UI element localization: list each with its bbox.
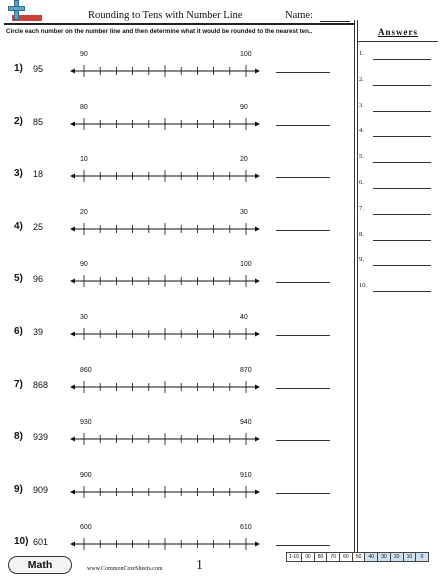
problem-value: 909 — [33, 484, 49, 495]
number-line-low-label: 900 — [80, 471, 92, 479]
answer-number: 3. — [359, 101, 364, 109]
left-arrow-icon — [70, 384, 75, 389]
number-line-low-label: 860 — [80, 366, 92, 374]
right-arrow-icon — [255, 489, 260, 494]
number-line-low-label: 30 — [80, 314, 88, 321]
problem-answer-blank[interactable] — [276, 72, 330, 73]
right-arrow-icon — [255, 332, 260, 337]
problem-row — [0, 366, 354, 413]
problem-number: 7) — [14, 378, 23, 390]
right-arrow-icon — [255, 226, 260, 231]
problem-answer-blank[interactable] — [276, 125, 330, 126]
answer-row — [359, 179, 434, 193]
number-line-high-label: 940 — [240, 419, 252, 427]
page-number: 1 — [196, 558, 203, 573]
answer-row — [359, 127, 434, 141]
number-line[interactable] — [70, 216, 260, 236]
number-line-high-label: 100 — [240, 261, 252, 269]
problem-value: 96 — [33, 274, 44, 285]
answer-number: 2. — [359, 75, 364, 83]
right-arrow-icon — [255, 174, 260, 179]
problem-number: 2) — [14, 115, 23, 127]
problem-number: 9) — [14, 483, 23, 495]
answer-row — [359, 50, 434, 64]
problem-row — [0, 314, 354, 360]
left-arrow-icon — [70, 542, 75, 547]
problem-number: 4) — [14, 220, 23, 232]
number-line-high-label: 910 — [240, 471, 252, 479]
answer-blank[interactable] — [373, 188, 431, 189]
answer-blank[interactable] — [373, 265, 431, 266]
answer-row — [359, 231, 434, 245]
problem-number: 1) — [14, 63, 23, 74]
problem-number: 3) — [14, 168, 23, 180]
problem-row — [0, 208, 354, 255]
score-cell: 10 — [404, 552, 417, 562]
subject-badge: Math — [8, 556, 72, 574]
number-line-low-label: 90 — [80, 261, 88, 269]
answers-divider — [354, 20, 355, 556]
answers-title: Answers — [378, 27, 418, 37]
worksheet-title: Rounding to Tens with Number Line — [88, 10, 243, 21]
number-line-low-label: 600 — [80, 524, 92, 532]
problem-row — [0, 103, 354, 150]
left-arrow-icon — [70, 332, 75, 337]
problem-value: 18 — [33, 169, 44, 180]
number-line[interactable] — [70, 321, 260, 341]
problem-answer-blank[interactable] — [276, 230, 330, 231]
number-line-high-label: 20 — [240, 156, 248, 164]
problem-answer-blank[interactable] — [276, 545, 330, 546]
number-line[interactable] — [70, 531, 260, 551]
number-line-low-label: 20 — [80, 208, 88, 216]
number-line[interactable] — [70, 58, 260, 78]
right-arrow-icon — [255, 279, 260, 284]
problem-value: 939 — [33, 432, 49, 443]
number-line-high-label: 30 — [240, 208, 248, 216]
name-label: Name: — [285, 10, 313, 21]
left-arrow-icon — [70, 279, 75, 284]
answer-blank[interactable] — [373, 111, 431, 112]
answer-number: 10. — [359, 282, 368, 290]
answer-number: 6. — [359, 179, 364, 186]
answer-number: 5. — [359, 153, 364, 161]
score-cell: 1-10 — [286, 552, 302, 562]
score-cell: 80 — [315, 552, 328, 562]
instructions: Circle each number on the number line and then determine what it would be rounded to the nearest ten.. — [6, 28, 313, 35]
answer-number: 1. — [359, 50, 364, 57]
answers-divider-inner — [357, 20, 358, 556]
score-cell: 0 — [416, 552, 429, 562]
problem-row — [0, 419, 354, 465]
answer-row — [359, 153, 434, 167]
answer-blank[interactable] — [373, 136, 431, 137]
score-cell: 20 — [391, 552, 404, 562]
left-arrow-icon — [70, 69, 75, 74]
left-arrow-icon — [70, 121, 75, 126]
right-arrow-icon — [255, 542, 260, 547]
left-arrow-icon — [70, 437, 75, 442]
problem-row — [0, 261, 354, 307]
number-line[interactable] — [70, 163, 260, 183]
answer-blank[interactable] — [373, 85, 431, 86]
answer-row — [359, 205, 434, 219]
problem-value: 601 — [33, 537, 49, 548]
number-line[interactable] — [70, 479, 260, 499]
answer-number: 4. — [359, 127, 364, 135]
answer-blank[interactable] — [373, 291, 431, 292]
number-line[interactable] — [70, 111, 260, 131]
left-arrow-icon — [70, 226, 75, 231]
answer-number: 7. — [359, 204, 364, 212]
problem-number: 10) — [14, 536, 29, 548]
score-cell: 50 — [353, 552, 366, 562]
problem-value: 85 — [33, 116, 44, 127]
problem-row — [0, 471, 354, 518]
number-line-high-label: 90 — [240, 103, 248, 111]
problem-answer-blank[interactable] — [276, 440, 330, 441]
answer-row — [359, 102, 434, 116]
number-line-low-label: 930 — [80, 419, 92, 427]
score-cell: 70 — [327, 552, 340, 562]
score-cell: 40 — [365, 552, 378, 562]
answer-row — [359, 282, 434, 296]
problem-row — [0, 156, 354, 202]
problem-answer-blank[interactable] — [276, 388, 330, 389]
header-rule — [4, 23, 354, 25]
answer-blank[interactable] — [373, 240, 431, 241]
number-line-low-label: 90 — [80, 51, 88, 58]
answer-blank[interactable] — [373, 214, 431, 215]
website-text: www.CommonCoreSheets.com — [87, 566, 163, 572]
name-line — [320, 21, 350, 22]
number-line-low-label: 10 — [80, 156, 88, 164]
right-arrow-icon — [255, 384, 260, 389]
problem-row — [0, 51, 354, 97]
number-line-low-label: 80 — [80, 103, 88, 111]
right-arrow-icon — [255, 437, 260, 442]
problem-number: 5) — [14, 273, 23, 285]
footer — [0, 552, 442, 579]
problem-answer-blank[interactable] — [276, 493, 330, 494]
answer-row — [359, 256, 434, 270]
problem-number: 6) — [14, 326, 23, 337]
logo — [6, 0, 42, 22]
answer-number: 9. — [359, 256, 364, 264]
problem-value: 39 — [33, 327, 44, 337]
problem-answer-blank[interactable] — [276, 335, 330, 336]
problem-value: 25 — [33, 221, 44, 232]
score-cell: 30 — [378, 552, 391, 562]
number-line-high-label: 100 — [240, 51, 252, 58]
score-cell: 60 — [340, 552, 353, 562]
problem-value: 95 — [33, 64, 44, 74]
answer-blank[interactable] — [373, 59, 431, 60]
number-line[interactable] — [70, 426, 260, 446]
problem-answer-blank[interactable] — [276, 282, 330, 283]
problem-value: 868 — [33, 379, 49, 390]
number-line-high-label: 610 — [240, 524, 252, 532]
number-line[interactable] — [70, 268, 260, 288]
number-line-high-label: 40 — [240, 314, 248, 321]
right-arrow-icon — [255, 121, 260, 126]
score-table — [286, 552, 429, 562]
left-arrow-icon — [70, 489, 75, 494]
score-cell: 90 — [302, 552, 315, 562]
answer-row — [359, 76, 434, 90]
left-arrow-icon — [70, 174, 75, 179]
answer-blank[interactable] — [373, 162, 431, 163]
number-line-high-label: 870 — [240, 366, 252, 374]
problem-answer-blank[interactable] — [276, 177, 330, 178]
answer-number: 8. — [359, 230, 364, 238]
number-line[interactable] — [70, 374, 260, 394]
right-arrow-icon — [255, 69, 260, 74]
problem-number: 8) — [14, 431, 23, 443]
